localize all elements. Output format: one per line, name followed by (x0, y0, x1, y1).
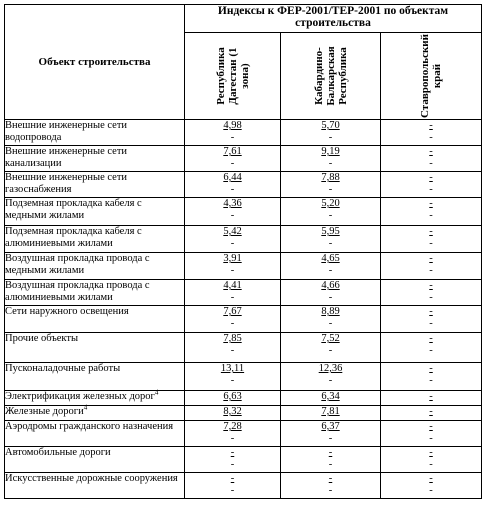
index-value-primary: - (328, 447, 333, 458)
table-row (5, 447, 482, 473)
index-value-cell (185, 363, 281, 391)
index-value-secondary: - (429, 184, 433, 195)
index-value-secondary: - (230, 158, 235, 169)
table-row (5, 406, 482, 421)
index-value-secondary: - (230, 184, 235, 195)
index-value-primary: 7,61 (223, 146, 242, 157)
index-value-primary: 4,36 (223, 198, 242, 209)
object-name: Сети наружного освещения (5, 306, 129, 317)
index-value-secondary: - (429, 265, 433, 276)
index-value-cell (185, 253, 281, 280)
index-value-cell (381, 226, 482, 253)
index-value-cell (281, 421, 381, 447)
index-value-primary: 6,63 (223, 391, 242, 402)
object-name-cell (5, 172, 185, 198)
object-name: Аэродромы гражданского назначения (5, 421, 174, 432)
index-value-primary: 3,91 (223, 253, 242, 264)
index-value-secondary: - (328, 265, 333, 276)
object-name: Прочие объекты (5, 333, 79, 344)
object-column-header: Объект строительства (5, 5, 185, 120)
index-value-primary: - (429, 391, 433, 402)
index-value-secondary: - (328, 459, 333, 470)
object-name-cell (5, 447, 185, 473)
index-value-cell (185, 198, 281, 226)
index-value-cell (281, 226, 381, 253)
index-value-primary: 5,20 (321, 198, 340, 209)
index-value-primary: 5,42 (223, 226, 242, 237)
object-name-cell (5, 198, 185, 226)
index-value-cell (381, 333, 482, 363)
index-value-cell (381, 146, 482, 172)
table-row (5, 172, 482, 198)
table-row (5, 198, 482, 226)
index-value-cell (381, 421, 482, 447)
index-value-primary: 7,88 (321, 172, 340, 183)
index-value-cell (381, 406, 482, 421)
index-value-secondary: - (230, 132, 235, 143)
index-value-cell (281, 363, 381, 391)
index-value-cell (185, 391, 281, 406)
index-value-secondary: - (230, 210, 235, 221)
object-name: Электрификация железных дорог (5, 391, 155, 402)
footnote-mark: 4 (83, 403, 88, 412)
region-header-kbr: Кабардино-Балкарская Республика (281, 33, 381, 120)
index-value-primary: - (429, 198, 433, 209)
index-value-secondary: - (429, 485, 433, 496)
index-value-secondary: - (429, 459, 433, 470)
index-value-cell (281, 198, 381, 226)
index-value-secondary: - (230, 265, 235, 276)
index-value-cell (281, 146, 381, 172)
footnote-mark: 4 (154, 388, 159, 397)
index-value-secondary: - (328, 345, 333, 356)
index-value-secondary: - (328, 158, 333, 169)
index-value-primary: 6,44 (223, 172, 242, 183)
index-value-primary: - (429, 406, 433, 417)
index-value-secondary: - (429, 132, 433, 143)
index-value-primary: 5,70 (321, 120, 340, 131)
object-name-cell (5, 403, 185, 421)
index-value-cell (185, 406, 281, 421)
index-value-secondary: - (429, 318, 433, 329)
index-value-secondary: - (429, 238, 433, 249)
index-value-cell (381, 280, 482, 306)
index-value-primary: 8,89 (321, 306, 340, 317)
index-value-primary: 13,11 (220, 363, 245, 374)
index-value-cell (185, 333, 281, 363)
index-value-secondary: - (429, 158, 433, 169)
object-name: Железные дороги (5, 406, 84, 417)
indices-group-header: Индексы к ФЕР-2001/ТЕР-2001 по объектам строительства (185, 5, 482, 33)
index-value-secondary: - (328, 318, 333, 329)
index-value-primary: 4,66 (321, 280, 340, 291)
index-value-cell (281, 473, 381, 499)
index-value-primary: - (429, 280, 433, 291)
table-row (5, 120, 482, 146)
index-value-primary: 8,32 (223, 406, 242, 417)
object-name: Искусственные дорожные сооружения (5, 473, 178, 484)
index-value-secondary: - (328, 292, 333, 303)
index-value-primary: - (230, 473, 235, 484)
index-value-secondary: - (230, 345, 235, 356)
index-value-cell (381, 253, 482, 280)
index-value-cell (281, 306, 381, 333)
index-value-cell (185, 120, 281, 146)
index-value-secondary: - (230, 459, 235, 470)
index-value-primary: - (429, 253, 433, 264)
index-value-secondary: - (429, 375, 433, 386)
index-value-primary: - (429, 363, 433, 374)
index-value-cell (381, 120, 482, 146)
table-row (5, 253, 482, 280)
index-value-primary: 7,52 (321, 333, 340, 344)
index-value-primary: 7,81 (321, 406, 340, 417)
index-value-secondary: - (230, 292, 235, 303)
index-value-secondary: - (328, 210, 333, 221)
index-value-primary: - (429, 146, 433, 157)
object-name-cell (5, 306, 185, 333)
index-value-primary: - (429, 333, 433, 344)
index-value-cell (281, 391, 381, 406)
table-row (5, 363, 482, 391)
index-value-secondary: - (230, 238, 235, 249)
object-name-cell (5, 280, 185, 306)
object-name-cell (5, 253, 185, 280)
index-value-primary: 4,98 (223, 120, 242, 131)
index-value-primary: - (429, 306, 433, 317)
index-value-cell (185, 146, 281, 172)
index-value-cell (281, 172, 381, 198)
table-row (5, 306, 482, 333)
object-name-cell (5, 120, 185, 146)
object-name-cell (5, 363, 185, 391)
table-row (5, 391, 482, 406)
table-row (5, 473, 482, 499)
object-name-cell (5, 388, 185, 406)
index-value-secondary: - (429, 433, 433, 444)
index-value-cell (185, 473, 281, 499)
index-value-secondary: - (230, 375, 235, 386)
index-value-cell (381, 306, 482, 333)
index-value-primary: 12,36 (318, 363, 343, 374)
index-value-cell (185, 421, 281, 447)
index-value-secondary: - (328, 184, 333, 195)
index-value-cell (281, 280, 381, 306)
index-value-cell (185, 172, 281, 198)
index-value-primary: - (429, 172, 433, 183)
object-name: Внешние инженерные сети канализации (5, 146, 128, 169)
region-header-dagestan: Республика Дагестан (1 зона) (185, 33, 281, 120)
index-value-primary: 9,19 (321, 146, 340, 157)
index-value-secondary: - (328, 485, 333, 496)
object-name: Пусконаладочные работы (5, 363, 121, 374)
index-value-cell (381, 473, 482, 499)
index-value-primary: 5,95 (321, 226, 340, 237)
table-row (5, 226, 482, 253)
index-value-primary: - (429, 447, 433, 458)
object-name: Воздушная прокладка провода с медными жилами (5, 253, 150, 276)
index-value-secondary: - (328, 238, 333, 249)
index-value-primary: 6,37 (321, 421, 340, 432)
index-value-primary: - (429, 226, 433, 237)
object-name: Автомобильные дороги (5, 447, 111, 458)
index-value-cell (381, 391, 482, 406)
index-value-secondary: - (328, 433, 333, 444)
object-name-cell (5, 421, 185, 447)
index-value-secondary: - (429, 345, 433, 356)
table-row (5, 421, 482, 447)
index-value-primary: - (429, 421, 433, 432)
index-value-cell (185, 447, 281, 473)
index-value-primary: - (429, 473, 433, 484)
index-value-secondary: - (429, 210, 433, 221)
index-value-primary: 6,34 (321, 391, 340, 402)
index-value-primary: - (328, 473, 333, 484)
index-value-primary: 7,67 (223, 306, 242, 317)
object-name: Подземная прокладка кабеля с медными жилами (5, 198, 142, 221)
index-value-secondary: - (230, 485, 235, 496)
table-row (5, 333, 482, 363)
table-row (5, 146, 482, 172)
index-value-cell (381, 363, 482, 391)
index-value-cell (185, 280, 281, 306)
object-name-cell (5, 226, 185, 253)
index-value-cell (281, 120, 381, 146)
index-value-cell (281, 447, 381, 473)
index-value-primary: - (429, 120, 433, 131)
index-value-secondary: - (230, 318, 235, 329)
index-value-cell (185, 306, 281, 333)
index-table (4, 4, 482, 499)
index-value-primary: 7,85 (223, 333, 242, 344)
index-value-primary: 4,65 (321, 253, 340, 264)
object-name: Воздушная прокладка провода с алюминиевыми жилами (5, 280, 150, 303)
object-name-cell (5, 473, 185, 499)
table-row (5, 280, 482, 306)
index-value-secondary: - (230, 433, 235, 444)
object-name-cell (5, 146, 185, 172)
index-value-cell (381, 447, 482, 473)
index-value-cell (381, 198, 482, 226)
object-name: Внешние инженерные сети газоснабжения (5, 172, 128, 195)
index-value-secondary: - (328, 132, 333, 143)
object-name: Подземная прокладка кабеля с алюминиевыми жилами (5, 226, 142, 249)
index-value-cell (381, 172, 482, 198)
index-value-cell (281, 253, 381, 280)
region-header-stavropol: Ставропольский край (381, 33, 482, 120)
index-value-cell (185, 226, 281, 253)
index-value-primary: 4,41 (223, 280, 242, 291)
index-value-secondary: - (429, 292, 433, 303)
object-name-cell (5, 333, 185, 363)
index-value-cell (281, 333, 381, 363)
index-value-cell (281, 406, 381, 421)
object-name: Внешние инженерные сети водопровода (5, 120, 128, 143)
index-value-secondary: - (328, 375, 333, 386)
index-value-primary: - (230, 447, 235, 458)
table-body (5, 120, 482, 499)
index-value-primary: 7,28 (223, 421, 242, 432)
